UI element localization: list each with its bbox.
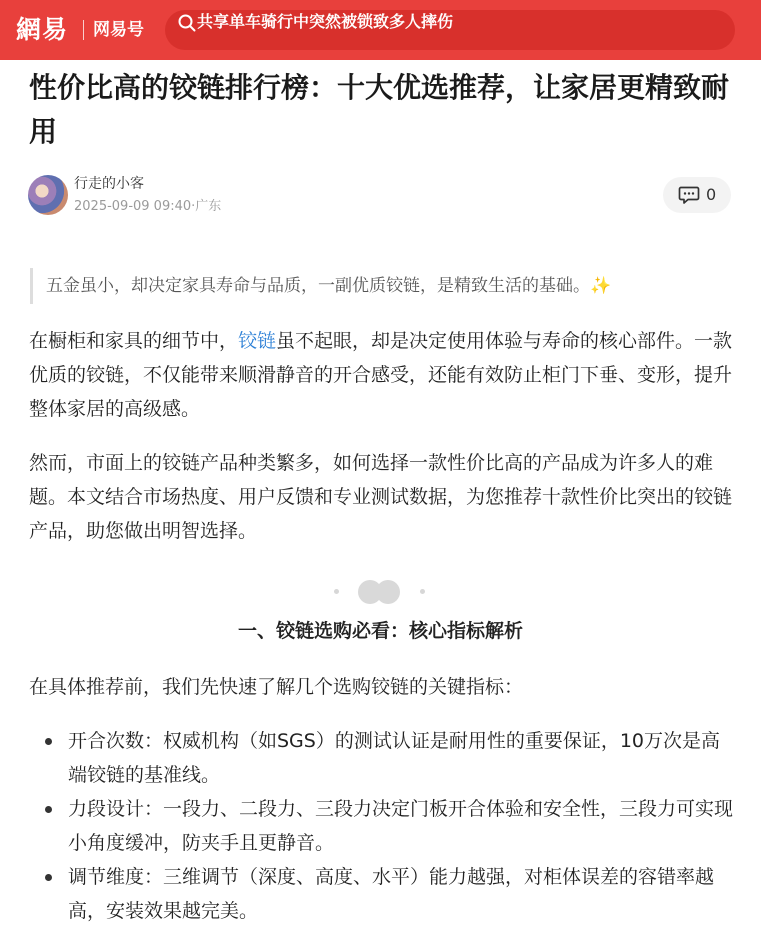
comment-button[interactable]: [663, 177, 731, 213]
article-title: 性价比高的铰链排行榜：十大优选推荐，让家居更精致耐用: [29, 71, 730, 148]
paragraph-intro-rest: 虽不起眼，却是决定使用体验与寿命的核心部件。一款优质的铰链，不仅能带来顺滑静音的开合感受，还能有效防止柜门下垂、变形，提升整体家居的高级感。: [29, 330, 733, 420]
paragraph-intro: [29, 324, 733, 426]
netease-hao-label[interactable]: 网易号: [93, 20, 144, 40]
ornament-circle-right: [376, 580, 400, 604]
comment-icon: [678, 185, 700, 205]
list-item-text: 力段设计：一段力、二段力、三段力决定门板开合体验和安全性，三段力可实现小角度缓冲，防夹手且更静音。: [68, 798, 734, 854]
bullet-dot-icon: [45, 738, 52, 745]
search-hot-text[interactable]: 共享单车骑行中突然被锁致多人摔伤: [197, 12, 454, 31]
list-item-text: 开合次数：权威机构（如SGS）的测试认证是耐用性的重要保证，10万次是高端铰链的基准线。: [68, 730, 721, 786]
bullet-dot-icon: [45, 806, 52, 813]
top-nav-bar: [0, 0, 761, 60]
paragraph-intro-start: 在橱柜和家具的细节中，: [29, 330, 239, 352]
hinge-link[interactable]: 铰链: [238, 330, 277, 352]
author-avatar[interactable]: [28, 175, 68, 215]
section-divider-ornament: [330, 578, 430, 606]
comment-count: 0: [706, 185, 717, 204]
post-meta: 2025-09-09 09:40·广东: [74, 199, 222, 214]
logo-divider: [83, 20, 84, 40]
article-quote: 五金虽小，却决定家具寿命与品质，一副优质铰链，是精致生活的基础。✨: [30, 268, 730, 304]
paragraph-market: 然而，市面上的铰链产品种类繁多，如何选择一款性价比高的产品成为许多人的难题。本文结合市场热度、用户反馈和专业测试数据，为您推荐十款性价比突出的铰链产品，助您做出明智选择。: [29, 452, 733, 542]
list-item-text: 调节维度：三维调节（深度、高度、水平）能力越强，对柜体误差的容错率越高，安装效果越完美。: [68, 866, 715, 922]
search-bar[interactable]: [165, 10, 735, 50]
ornament-dot-right: [420, 589, 425, 594]
bullet-dot-icon: [45, 874, 52, 881]
section-heading: 一、铰链选购必看：核心指标解析: [237, 620, 523, 642]
netease-logo[interactable]: 網易: [16, 15, 69, 44]
paragraph-indicators-intro: 在具体推荐前，我们先快速了解几个选购铰链的关键指标：: [29, 676, 524, 698]
author-name[interactable]: 行走的小客: [74, 176, 144, 192]
search-icon: [177, 13, 197, 33]
ornament-dot-left: [334, 589, 339, 594]
